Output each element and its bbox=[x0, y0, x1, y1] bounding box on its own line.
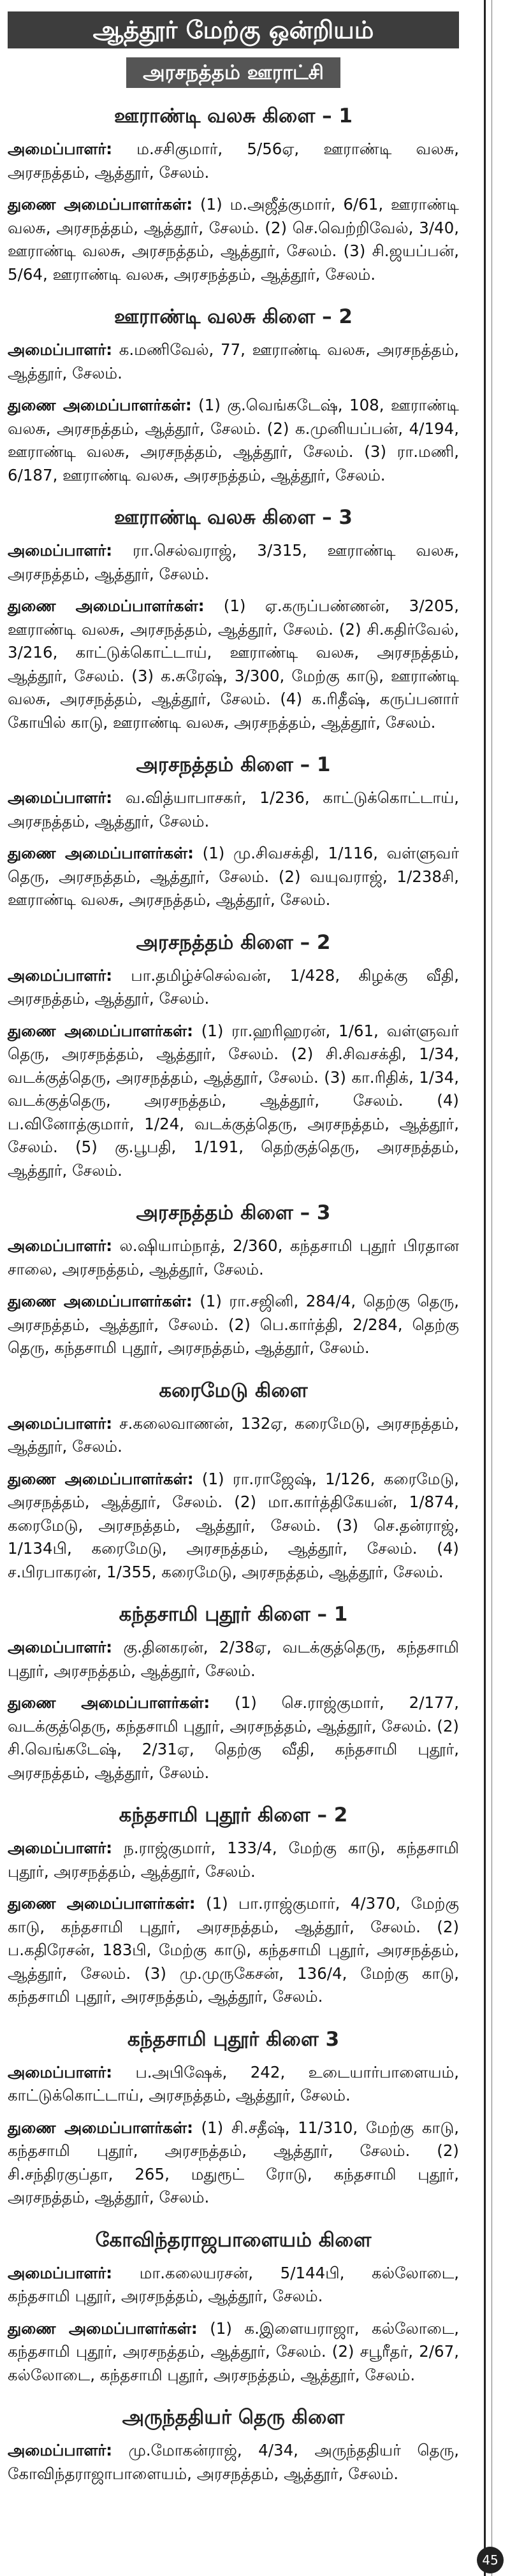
panchayat-header: அரசநத்தம் ஊராட்சி bbox=[126, 57, 340, 88]
deputy-organizers-details: (1) ம.அஜீத்குமார், 6/61, ஊராண்டி வலசு, அரசநத்தம், ஆத்தூர், சேலம். (2) செ.வெற்றிவேல், 3/40, ஊராண்டி வலசு, அரசநத்தம், ஆத்தூர், சேலம். (3) சி.ஜயப்பன், 5/64, ஊராண்டி வலசு, அரசநத்தம், ஆத்தூர், சேலம். bbox=[8, 195, 459, 284]
deputy-organizers-details: (1) ஏ.கருப்பண்ணன், 3/205, ஊராண்டி வலசு, அரசநத்தம், ஆத்தூர், சேலம். (2) சி.கதிர்வேல், 3/216, காட்டுக்கொட்டாய், ஊராண்டி வலசு, அரசநத்தம், ஆத்தூர், சேலம். (3) க.சுரேஷ், 3/300, மேற்கு காடு, ஊராண்டி வலசு, அரசநத்தம், ஆத்தூர், சேலம். (4) க.ரிதீஷ், கருப்பனார் கோயில் காடு, ஊராண்டி வலசு, அரசநத்தம், ஆத்தூர், சேலம். bbox=[8, 597, 459, 732]
organizer-paragraph bbox=[8, 1636, 459, 1682]
deputy-organizers-details: (1) ரா.ராஜேஷ், 1/126, கரைமேடு, அரசநத்தம், ஆத்தூர், சேலம். (2) மா.கார்த்திகேயன், 1/874, கரைமேடு, அரசநத்தம், ஆத்தூர், சேலம். (3) செ.தன்ராஜ், 1/134பி, கரைமேடு, அரசநத்தம், ஆத்தூர், சேலம். (4) ச.பிரபாகரன், 1/355, கரைமேடு, அரசநத்தம், ஆத்தூர், சேலம். bbox=[8, 1469, 459, 1581]
deputy-organizers-label: துணை அமைப்பாளர்கள்: bbox=[8, 1021, 193, 1040]
column-rule bbox=[484, 0, 486, 2576]
branch-title: அரசநத்தம் கிளை – 1 bbox=[136, 753, 331, 776]
organizer-label: அமைப்பாளர்: bbox=[8, 2062, 113, 2081]
union-header: ஆத்தூர் மேற்கு ஒன்றியம் bbox=[8, 11, 459, 48]
deputy-organizers-paragraph bbox=[8, 1020, 459, 1183]
organizer-details: மா.கலையரசன், 5/144பி, கல்லோடை, கந்தசாமி புதூர், அரசநத்தம், ஆத்தூர், சேலம். bbox=[8, 2263, 459, 2305]
branch-section bbox=[8, 2403, 459, 2486]
deputy-organizers-paragraph bbox=[8, 1290, 459, 1360]
page-number: 45 bbox=[477, 2547, 504, 2573]
deputy-organizers-label: துணை அமைப்பாளர்கள்: bbox=[8, 1894, 196, 1913]
branch-section bbox=[8, 503, 459, 734]
branch-title: ஊராண்டி வலசு கிளை – 1 bbox=[114, 105, 353, 127]
organizer-details: ப.அபிஷேக், 242, உடையார்பாளையம், காட்டுக்கொட்டாய், அரசநத்தம், ஆத்தூர், சேலம். bbox=[8, 2062, 459, 2104]
organizer-label: அமைப்பாளர்: bbox=[8, 1839, 113, 1857]
deputy-organizers-paragraph bbox=[8, 2317, 459, 2387]
organizer-details: ந.ராஜ்குமார், 133/4, மேற்கு காடு, கந்தசாமி புதூர், அரசநத்தம், ஆத்தூர், சேலம். bbox=[8, 1839, 459, 1881]
deputy-organizers-paragraph bbox=[8, 1468, 459, 1584]
branch-title: ஊராண்டி வலசு கிளை – 2 bbox=[114, 305, 353, 328]
organizer-label: அமைப்பாளர்: bbox=[8, 2441, 113, 2459]
branch-title: ஊராண்டி வலசு கிளை – 3 bbox=[114, 506, 353, 529]
organizer-paragraph bbox=[8, 1412, 459, 1459]
deputy-organizers-paragraph bbox=[8, 1892, 459, 2009]
organizer-label: அமைப்பாளர்: bbox=[8, 788, 113, 807]
branch-section bbox=[8, 2025, 459, 2210]
organizer-paragraph bbox=[8, 2439, 459, 2486]
deputy-organizers-details: (1) ரா.ஹரிஹரன், 1/61, வள்ளுவர் தெரு, அரசநத்தம், ஆத்தூர், சேலம். (2) சி.சிவசக்தி, 1/34, வடக்குத்தெரு, அரசநத்தம், ஆத்தூர், சேலம். (3) கா.ரிதிக், 1/34, வடக்குத்தெரு, அரசநத்தம், ஆத்தூர், சேலம். (4) ப.வினோத்குமார், 1/24, வடக்குத்தெரு, அரசநத்தம், ஆத்தூர், சேலம். (5) கு.பூபதி, 1/191, தெற்குத்தெரு, அரசநத்தம், ஆத்தூர், சேலம். bbox=[8, 1021, 459, 1180]
deputy-organizers-paragraph bbox=[8, 842, 459, 912]
organizer-details: பா.தமிழ்ச்செல்வன், 1/428, கிழக்கு வீதி, அரசநத்தம், ஆத்தூர், சேலம். bbox=[8, 966, 459, 1008]
organizer-details: வ.வித்யாபாசகர், 1/236, காட்டுக்கொட்டாய், அரசநத்தம், ஆத்தூர், சேலம். bbox=[8, 788, 459, 830]
organizer-paragraph bbox=[8, 2061, 459, 2108]
branch-title: கரைமேடு கிளை bbox=[159, 1378, 308, 1402]
deputy-organizers-label: துணை அமைப்பாளர்கள்: bbox=[8, 597, 205, 615]
deputy-organizers-paragraph bbox=[8, 595, 459, 734]
branch-title: அரசநத்தம் கிளை – 2 bbox=[136, 930, 331, 954]
branch-title: அருந்ததியர் தெரு கிளை bbox=[122, 2406, 345, 2429]
branch-title: கந்தசாமி புதூர் கிளை – 1 bbox=[119, 1603, 348, 1626]
branch-section bbox=[8, 1199, 459, 1360]
branch-title: கந்தசாமி புதூர் கிளை – 2 bbox=[119, 1804, 348, 1827]
deputy-organizers-label: துணை அமைப்பாளர்கள்: bbox=[8, 2118, 193, 2137]
organizer-label: அமைப்பாளர்: bbox=[8, 1236, 113, 1255]
deputy-organizers-paragraph bbox=[8, 1691, 459, 1784]
branch-section bbox=[8, 929, 459, 1183]
deputy-organizers-details: (1) கு.வெங்கடேஷ், 108, ஊராண்டி வலசு, அரசநத்தம், ஆத்தூர், சேலம். (2) க.முனியப்பன், 4/194, ஊராண்டி வலசு, அரசநத்தம், ஆத்தூர், சேலம். (3) ரா.மணி, 6/187, ஊராண்டி வலசு, அரசநத்தம், ஆத்தூர், சேலம். bbox=[8, 396, 459, 484]
branch-title: அரசநத்தம் கிளை – 3 bbox=[136, 1201, 331, 1224]
branch-title: கோவிந்தராஜபாளையம் கிளை bbox=[95, 2228, 372, 2252]
panchayat-header-wrap bbox=[8, 57, 459, 88]
organizer-label: அமைப்பாளர்: bbox=[8, 140, 113, 158]
deputy-organizers-details: (1) க.இளையராஜா, கல்லோடை, கந்தசாமி புதூர், அரசநத்தம், ஆத்தூர், சேலம். (2) சபூரீதர், 2/67, கல்லோடை, கந்தசாமி புதூர், அரசநத்தம், ஆத்தூர், சேலம். bbox=[8, 2319, 459, 2384]
deputy-organizers-details: (1) பா.ராஜ்குமார், 4/370, மேற்கு காடு, கந்தசாமி புதூர், அரசநத்தம், ஆத்தூர், சேலம். (2) ப.கதிரேசன், 183பி, மேற்கு காடு, கந்தசாமி புதூர், அரசநத்தம், ஆத்தூர், சேலம். (3) மு.முருகேசன், 136/4, மேற்கு காடு, கந்தசாமி புதூர், அரசநத்தம், ஆத்தூர், சேலம். bbox=[8, 1894, 459, 2006]
organizer-details: கு.தினகரன், 2/38ஏ, வடக்குத்தெரு, கந்தசாமி புதூர், அரசநத்தம், ஆத்தூர், சேலம். bbox=[8, 1638, 459, 1680]
deputy-organizers-details: (1) மு.சிவசக்தி, 1/116, வள்ளுவர் தெரு, அரசநத்தம், ஆத்தூர், சேலம். (2) வயுவராஜ், 1/238சி, ஊராண்டி வலசு, அரசநத்தம், ஆத்தூர், சேலம். bbox=[8, 844, 459, 909]
branch-section bbox=[8, 1600, 459, 1784]
branch-sections bbox=[8, 102, 459, 2486]
branch-section bbox=[8, 1377, 459, 1584]
deputy-organizers-label: துணை அமைப்பாளர்கள்: bbox=[8, 844, 194, 862]
deputy-organizers-paragraph bbox=[8, 193, 459, 286]
branch-section bbox=[8, 2226, 459, 2387]
organizer-details: மு.மோகன்ராஜ், 4/34, அருந்ததியர் தெரு, கோவிந்தராஜாபாளையம், அரசநத்தம், ஆத்தூர், சேலம். bbox=[8, 2441, 459, 2483]
deputy-organizers-label: துணை அமைப்பாளர்கள்: bbox=[8, 195, 193, 213]
organizer-details: ரா.செல்வராஜ், 3/315, ஊராண்டி வலசு, அரசநத்தம், ஆத்தூர், சேலம். bbox=[8, 541, 459, 583]
organizer-label: அமைப்பாளர்: bbox=[8, 1638, 113, 1656]
organizer-label: அமைப்பாளர்: bbox=[8, 1414, 113, 1433]
organizer-paragraph bbox=[8, 1234, 459, 1281]
organizer-details: க.மணிவேல், 77, ஊராண்டி வலசு, அரசநத்தம், ஆத்தூர், சேலம். bbox=[8, 340, 459, 382]
organizer-paragraph bbox=[8, 539, 459, 586]
branch-section bbox=[8, 303, 459, 487]
organizer-paragraph bbox=[8, 786, 459, 833]
organizer-label: அமைப்பாளர்: bbox=[8, 2263, 113, 2282]
organizer-details: ச.கலைவாணன், 132ஏ, கரைமேடு, அரசநத்தம், ஆத்தூர், சேலம். bbox=[8, 1414, 459, 1456]
organizer-paragraph bbox=[8, 338, 459, 385]
branch-section bbox=[8, 751, 459, 912]
deputy-organizers-label: துணை அமைப்பாளர்கள்: bbox=[8, 396, 192, 414]
branch-title: கந்தசாமி புதூர் கிளை 3 bbox=[127, 2027, 340, 2051]
deputy-organizers-label: துணை அமைப்பாளர்கள்: bbox=[8, 1693, 210, 1712]
organizer-paragraph bbox=[8, 138, 459, 184]
organizer-paragraph bbox=[8, 2262, 459, 2308]
deputy-organizers-details: (1) ரா.சஜினி, 284/4, தெற்கு தெரு, அரசநத்தம், ஆத்தூர், சேலம். (2) பெ.கார்த்தி, 2/284, தெற்கு தெரு, கந்தசாமி புதூர், அரசநத்தம், ஆத்தூர், சேலம். bbox=[8, 1292, 459, 1357]
organizer-paragraph bbox=[8, 964, 459, 1011]
deputy-organizers-details: (1) சி.சதீஷ், 11/310, மேற்கு காடு, கந்தசாமி புதூர், அரசநத்தம், ஆத்தூர், சேலம். (2) சி.சந்திரகுப்தா, 265, மதுரூட் ரோடு, கந்தசாமி புதூர், அரசநத்தம், ஆத்தூர், சேலம். bbox=[8, 2118, 460, 2206]
deputy-organizers-paragraph bbox=[8, 2117, 459, 2210]
branch-section bbox=[8, 1801, 459, 2009]
deputy-organizers-label: துணை அமைப்பாளர்கள்: bbox=[8, 2319, 198, 2338]
organizer-paragraph bbox=[8, 1837, 459, 1883]
organizer-details: ல.ஷியாம்நாத், 2/360, கந்தசாமி புதூர் பிரதான சாலை, அரசநத்தம், ஆத்தூர், சேலம். bbox=[8, 1236, 459, 1278]
organizer-details: ம.சசிகுமார், 5/56ஏ, ஊராண்டி வலசு, அரசநத்தம், ஆத்தூர், சேலம். bbox=[8, 140, 459, 182]
organizer-label: அமைப்பாளர்: bbox=[8, 541, 113, 560]
branch-section bbox=[8, 102, 459, 286]
organizer-label: அமைப்பாளர்: bbox=[8, 340, 113, 359]
deputy-organizers-details: (1) செ.ராஜ்குமார், 2/177, வடக்குத்தெரு, கந்தசாமி புதூர், அரசநத்தம், ஆத்தூர், சேலம். (2) சி.வெங்கடேஷ், 2/31ஏ, தெற்கு வீதி, கந்தசாமி புதூர், அரசநத்தம், ஆத்தூர், சேலம். bbox=[8, 1693, 459, 1782]
deputy-organizers-paragraph bbox=[8, 394, 459, 487]
organizer-label: அமைப்பாளர்: bbox=[8, 966, 113, 985]
deputy-organizers-label: துணை அமைப்பாளர்கள்: bbox=[8, 1469, 194, 1488]
deputy-organizers-label: துணை அமைப்பாளர்கள்: bbox=[8, 1292, 193, 1310]
